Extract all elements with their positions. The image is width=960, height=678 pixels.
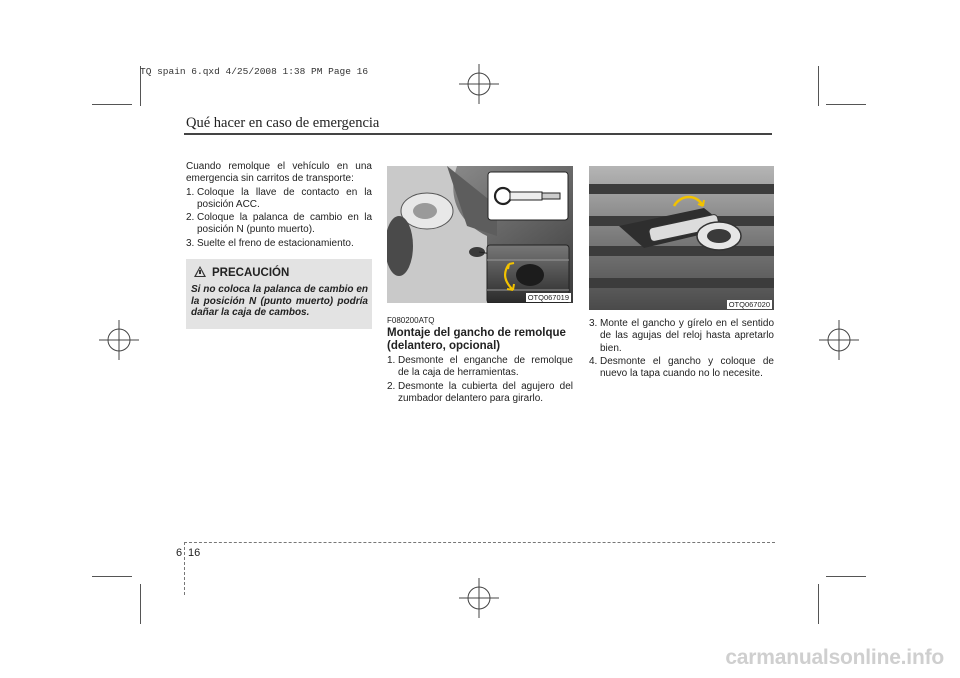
header-rule [184, 133, 772, 135]
print-slug: TQ spain 6.qxd 4/25/2008 1:38 PM Page 16 [140, 66, 369, 77]
column-2 [387, 355, 573, 406]
list-item: 1. Desmonte el enganche de remolque de la caja de herramientas. [387, 355, 573, 379]
intro-paragraph: Cuando remolque el vehículo en una emergencia sin carritos de transporte: [186, 161, 372, 185]
tow-hook-illustration [589, 166, 774, 310]
section-title: Montaje del gancho de remolque (delantero, opcional) [387, 327, 566, 352]
list-item: 3. Monte el gancho y gírelo en el sentido de las agujas del reloj hasta apretarlo bien. [589, 318, 774, 354]
figure-front-bumper [387, 166, 573, 303]
watermark: carmanualsonline.info [725, 646, 944, 669]
footer-rule [184, 542, 775, 543]
caution-text: Si no coloca la palanca de cambio en la posición N (punto muerto) podría dañar la caja de cambos. [191, 284, 368, 319]
install-steps-continued [589, 318, 774, 380]
list-item: 4. Desmonte el gancho y coloque de nuevo la tapa cuando no lo necesite. [589, 355, 774, 380]
install-steps [387, 355, 573, 405]
column-3 [589, 318, 774, 381]
car-front-illustration [387, 166, 573, 303]
column-1 [186, 161, 372, 251]
list-item: 3. Suelte el freno de estacionamiento. [186, 237, 354, 249]
list-item: 2. Desmonte la cubierta del agujero del zumbador delantero para girarlo. [387, 380, 573, 404]
caution-box [186, 259, 372, 329]
figure-code: OTQ067019 [527, 293, 569, 302]
page-number: 16 [188, 547, 201, 559]
section-code: F080200ATQ [387, 316, 435, 325]
caution-title: PRECAUCIÓN [212, 267, 290, 279]
chapter-title: Qué hacer en caso de emergencia [186, 115, 380, 131]
list-item: 2. Coloque la palanca de cambio en la posición N (punto muerto). [186, 212, 372, 236]
figure-code: OTQ067020 [728, 300, 770, 309]
list-item: 1. Coloque la llave de contacto en la posición ACC. [186, 186, 372, 210]
footer-divider [184, 542, 185, 595]
page-chapter-number: 6 [176, 547, 183, 559]
towing-steps [186, 187, 372, 250]
figure-tow-hook-install [589, 166, 774, 310]
